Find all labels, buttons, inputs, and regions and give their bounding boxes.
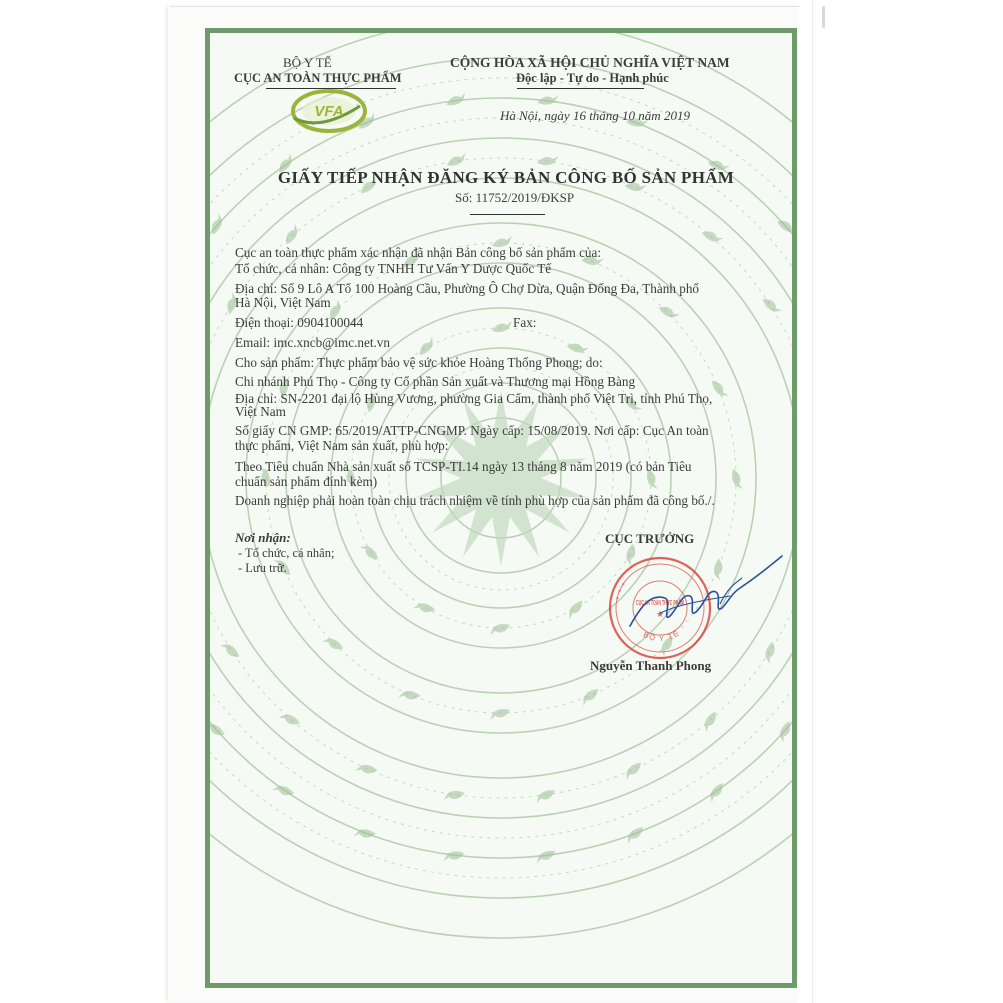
issue-date: Hà Nội, ngày 16 tháng 10 năm 2019 [500, 108, 690, 123]
seal-ring-bottom: BỘ Y TẾ [641, 628, 682, 643]
seal-center-text: CỤC AN TOÀN THỰC PHẨM [636, 598, 684, 607]
drum-bird-motif [624, 826, 647, 843]
drum-bird-motif [322, 634, 344, 656]
drum-bird-motif [446, 153, 467, 167]
drum-bird-motif [700, 711, 722, 732]
body-line: thực phẩm, Việt Nam sản xuất, phù hợp: [235, 438, 449, 453]
body-line: Hà Nội, Việt Nam [235, 295, 331, 310]
drum-bird-motif [732, 469, 743, 489]
body-line: chuẩn sản phẩm đính kèm) [235, 474, 378, 489]
body-line: Cục an toàn thực phẩm xác nhận đã nhận Bản công bố sản phẩm của: [235, 245, 602, 260]
drum-bird-motif [537, 153, 558, 167]
number-underline [470, 214, 545, 215]
drum-bird-motif [355, 761, 378, 779]
vfa-logo [290, 88, 368, 134]
drum-bird-motif [398, 687, 421, 705]
department-name: CỤC AN TOÀN THỰC PHẨM [234, 71, 402, 85]
body-line: Fax: [513, 315, 537, 330]
logo-text: VFA [314, 103, 344, 120]
body-line: Email: imc.xncb@imc.net.vn [235, 335, 390, 350]
body-line: Doanh nghiệp phải hoàn toàn chịu trách nhiệm về tính phù hợp của sản phẩm đã công bố./. [235, 493, 715, 508]
drum-bird-motif [579, 688, 602, 706]
body-line: Tổ chức, cá nhân: Công ty TNHH Tư Vấn Y Dược Quốc Tế [235, 261, 552, 276]
viewer-divider [812, 0, 813, 1003]
drum-bird-motif [360, 541, 380, 564]
drum-bird-motif [280, 224, 302, 245]
country-name: CỘNG HÒA XÃ HỘI CHỦ NGHĨA VIỆT NAM [450, 55, 730, 70]
signer-title: CỤC TRƯỞNG [605, 531, 695, 546]
handwritten-signature [610, 538, 790, 648]
drum-bird-motif [490, 709, 510, 720]
body-line: Địa chỉ: Số 9 Lô A Tổ 100 Hoàng Cầu, Phường Ô Chợ Dừa, Quận Đống Đa, Thành phố [235, 281, 700, 296]
document-number: Số: 11752/2019/ĐKSP [455, 190, 575, 205]
national-motto: Độc lập - Tự do - Hạnh phúc [516, 71, 669, 85]
drum-bird-motif [564, 600, 587, 620]
seal-ring-text: * * * [613, 580, 630, 602]
drum-bird-motif [279, 710, 301, 731]
drum-bird-motif [490, 624, 510, 635]
recipient-item: - Lưu trữ. [238, 561, 287, 575]
body-line: Cho sản phẩm: Thực phẩm bảo vệ sức khỏe Hoàng Thống Phong; do: [235, 355, 603, 370]
drum-bird-motif [444, 789, 465, 803]
drum-bird-motif [622, 762, 645, 780]
drum-bird-motif [354, 826, 377, 843]
drum-bird-motif [711, 377, 729, 400]
drum-bird-motif [701, 225, 723, 246]
page-top-edge [170, 6, 800, 7]
certificate-frame [205, 28, 797, 988]
seal-star: ★ [655, 609, 665, 619]
recipients-heading: Nơi nhận: [235, 530, 291, 545]
body-line: Theo Tiêu chuẩn Nhà sản xuất số TCSP-TI.14 ngày 13 tháng 8 năm 2019 (có bản Tiêu [235, 459, 692, 474]
drum-bird-motif [220, 640, 240, 663]
drum-bird-motif [413, 599, 436, 619]
scrollbar-thumb[interactable] [822, 6, 825, 28]
body-line: Chi nhánh Phú Thọ - Công ty Cổ phần Sản xuất và Thương mại Hồng Bàng [235, 374, 636, 389]
drum-bird-motif [492, 321, 512, 332]
signer-name: Nguyễn Thanh Phong [590, 658, 712, 673]
ministry-name: BỘ Y TẾ [283, 55, 332, 70]
body-line: Việt Nam [235, 404, 286, 419]
body-line: Điện thoại: 0904100044 [235, 315, 364, 330]
document-title: GIẤY TIẾP NHẬN ĐĂNG KÝ BẢN CÔNG BỐ SẢN PHẨM [277, 168, 735, 187]
recipient-item: - Tổ chức, cá nhân; [238, 546, 335, 560]
drum-bird-motif [658, 300, 680, 322]
body-line: Số giấy CN GMP: 65/2019/ATTP-CNGMP. Ngày cấp: 15/08/2019. Nơi cấp: Cục An toàn [235, 423, 709, 438]
body-line: Địa chỉ: SN-2201 đại lộ Hùng Vương, phường Gia Cẩm, thành phố Việt Trì, tỉnh Phú Thọ, [235, 391, 713, 406]
motto-underline [517, 88, 644, 89]
